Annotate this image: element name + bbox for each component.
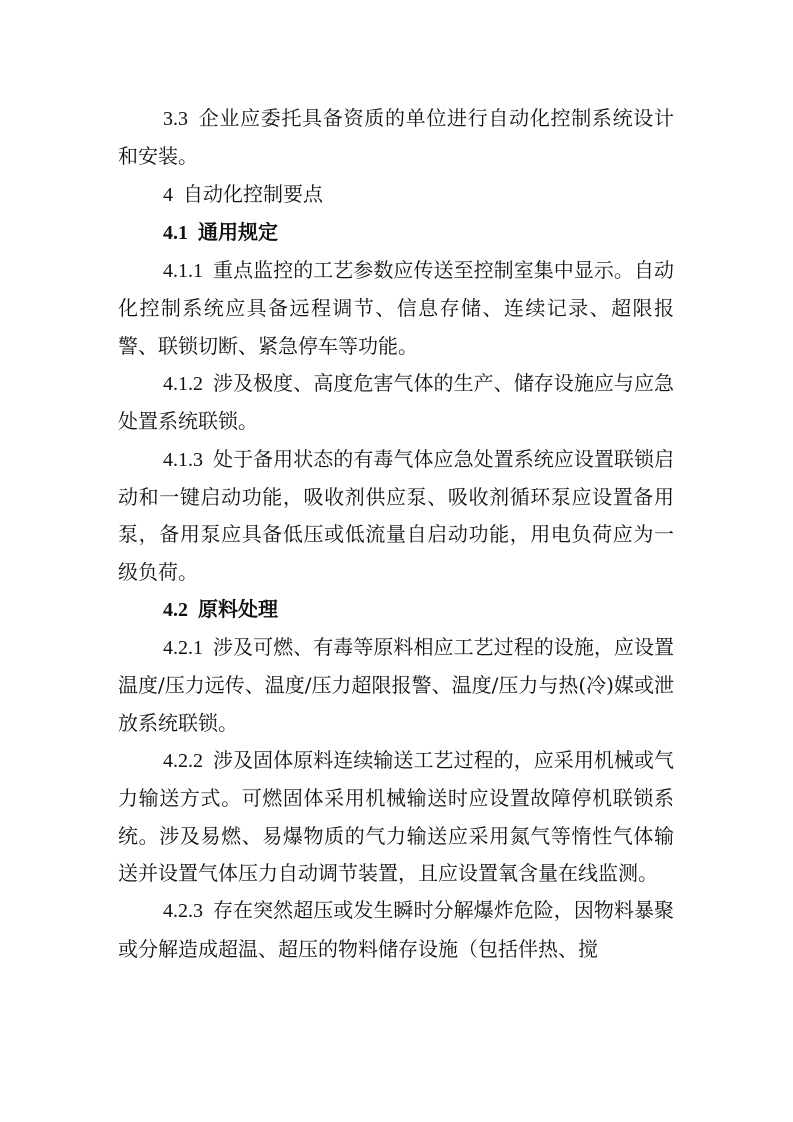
clause-number: 4.1.1 — [163, 260, 203, 283]
paragraph-text: 涉及固体原料连续输送工艺过程的，应采用机械或气力输送方式。可燃固体采用机械输送时应设置故障停机联锁系统。涉及易燃、易爆物质的气力输送应采用氮气等惰性气体输送并设置气体压力自动调节装置，且应设置氧含量在线监测。 — [118, 748, 674, 885]
paragraph-text: 重点监控的工艺参数应传送至控制室集中显示。自动化控制系统应具备远程调节、信息存储、连续记录、超限报警、联锁切断、紧急停车等功能。 — [118, 258, 674, 358]
paragraph-4-1-3 — [118, 441, 674, 591]
section-title-text: 自动化控制要点 — [183, 181, 323, 206]
paragraph-4-1-2 — [118, 365, 674, 441]
paragraph-3-3 — [118, 100, 674, 176]
paragraph-text: 存在突然超压或发生瞬时分解爆炸危险，因物料暴聚或分解造成超温、超压的物料储存设施（包括伴热、搅 — [118, 898, 674, 961]
clause-number: 4.1.3 — [163, 448, 203, 471]
paragraph-text: 涉及极度、高度危害气体的生产、储存设施应与应急处置系统联锁。 — [118, 371, 674, 434]
section-number: 4 — [163, 183, 173, 206]
paragraph-4-2-3 — [118, 892, 674, 968]
subsection-heading-text: 原料处理 — [198, 596, 278, 621]
clause-number: 3.3 — [163, 108, 188, 130]
subsection-number: 4.1 — [163, 221, 188, 244]
clause-number: 4.2.1 — [163, 637, 203, 660]
paragraph-text: 涉及可燃、有毒等原料相应工艺过程的设施，应设置温度/压力远传、温度/压力超限报警、温度/压力与热(冷)媒或泄放系统联锁。 — [118, 635, 674, 735]
paragraph-4-2-2 — [118, 742, 674, 892]
clause-number: 4.1.2 — [163, 373, 203, 396]
clause-number: 4.2.2 — [163, 750, 203, 773]
subsection-heading-4-1 — [118, 214, 674, 252]
subsection-number: 4.2 — [163, 598, 188, 621]
subsection-heading-text: 通用规定 — [198, 219, 278, 244]
subsection-heading-4-2 — [118, 591, 674, 629]
document-page — [118, 100, 674, 968]
paragraph-4-1-1 — [118, 252, 674, 365]
clause-number: 4.2.3 — [163, 900, 203, 923]
paragraph-text: 处于备用状态的有毒气体应急处置系统应设置联锁启动和一键启动功能，吸收剂供应泵、吸收剂循环泵应设置备用泵，备用泵应具备低压或低流量自启动功能，用电负荷应为一级负荷。 — [118, 446, 674, 584]
section-title-4 — [118, 176, 674, 214]
paragraph-text: 企业应委托具备资质的单位进行自动化控制系统设计和安装。 — [118, 106, 674, 169]
paragraph-4-2-1 — [118, 629, 674, 742]
